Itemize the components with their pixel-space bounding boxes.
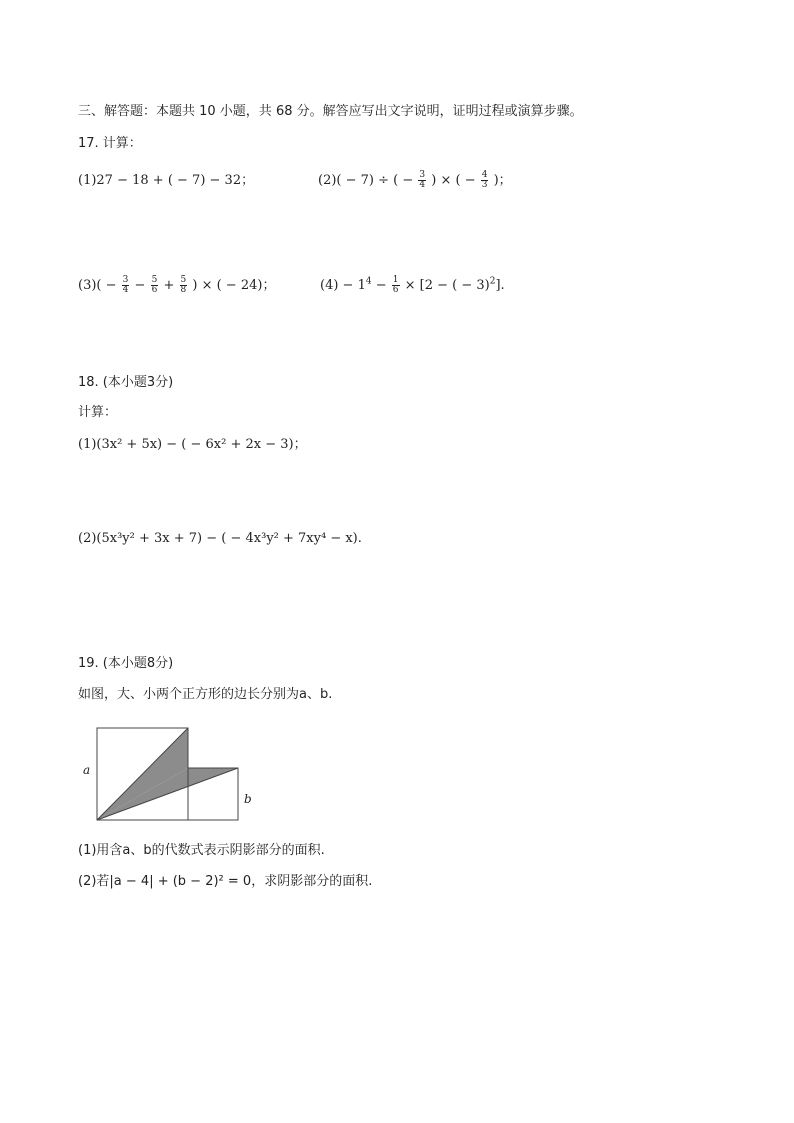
q19-part2: (2)若|a − 4| + (b − 2)² = 0，求阴影部分的面积. xyxy=(78,874,373,889)
q18-instruction: 计算： xyxy=(78,405,118,420)
fraction: $\frac{5}{8}$ xyxy=(180,275,187,295)
q17-part1: (1)27 − 18 + ( − 7) − 32； xyxy=(78,173,255,188)
q18-label: 18. (本小题3分) xyxy=(78,375,174,390)
q17-part2: (2)( − 7) ÷ ( − $\frac{3}{4}$ ) × ( − $\frac{4}{3}$ )； xyxy=(318,170,512,190)
squares-figure xyxy=(78,724,268,826)
q17-part3: (3)( − $\frac{3}{4}$ − $\frac{5}{6}$ + $\frac{5}{8}$ ) × ( − 24)； xyxy=(78,275,276,295)
q19-label: 19. (本小题8分) xyxy=(78,656,174,671)
q18-part1: (1)(3x² + 5x) − ( − 6x² + 2x − 3)； xyxy=(78,437,307,452)
section-heading: 三、解答题：本题共 10 小题，共 68 分。解答应写出文字说明，证明过程或演算步骤。 xyxy=(78,104,583,119)
fraction: $\frac{5}{6}$ xyxy=(151,275,158,295)
fraction: $\frac{1}{6}$ xyxy=(392,275,399,295)
fraction: $\frac{4}{3}$ xyxy=(481,170,488,190)
fraction: $\frac{3}{4}$ xyxy=(122,275,129,295)
q19-description: 如图，大、小两个正方形的边长分别为a、b. xyxy=(78,687,333,702)
label-a: a xyxy=(83,763,91,777)
fraction: $\frac{3}{4}$ xyxy=(419,170,426,190)
q17-part4: $(4) - 1^4$ − $\frac{1}{6}$ × [2 − ( − 3)$^2$]. xyxy=(320,275,505,295)
label-b: b xyxy=(244,792,252,806)
q18-part2: (2)(5x³y² + 3x + 7) − ( − 4x³y² + 7xy⁴ − x). xyxy=(78,531,362,546)
q19-part1: (1)用含a、b的代数式表示阴影部分的面积. xyxy=(78,843,325,858)
q17-label: 17. 计算： xyxy=(78,136,142,151)
